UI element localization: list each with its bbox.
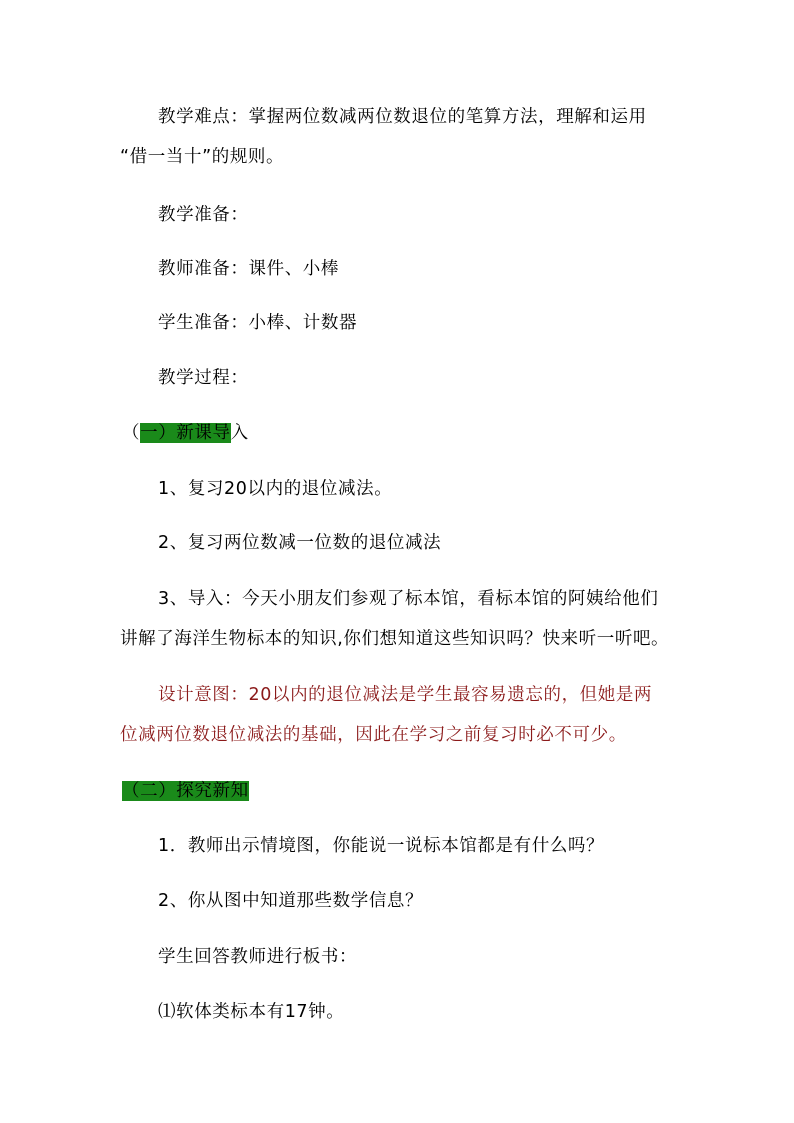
board-note: 学生回答教师进行板书： — [158, 947, 358, 967]
design-intent-line-2: 位减两位数退位减法的基础，因此在学习之前复习时必不可少。 — [120, 725, 627, 745]
list-item-2: 2、复习两位数减一位数的退位减法 — [158, 533, 442, 553]
board-item-1: ⑴软体类标本有17钟。 — [158, 1002, 345, 1022]
item-3-line-2: 讲解了海洋生物标本的知识,你们想知道这些知识吗？快来听一听吧。 — [120, 629, 670, 649]
student-prep: 学生准备：小棒、计数器 — [158, 313, 358, 333]
process-heading: 教学过程： — [158, 368, 249, 388]
difficulty-line-2: “借一当十”的规则。 — [120, 147, 285, 167]
list-item-1: 1、复习20以内的退位减法。 — [158, 479, 393, 499]
section-1-open-paren: （ — [122, 423, 141, 443]
design-intent-paragraph — [120, 675, 690, 755]
section-heading-1 — [122, 413, 692, 453]
prep-heading: 教学准备： — [158, 205, 249, 225]
question-1: 1．教师出示情境图，你能说一说标本馆都是有什么吗？ — [158, 836, 605, 856]
list-item-3 — [120, 579, 690, 659]
section-1-tail: 入 — [230, 423, 249, 443]
section-1-highlight: 一）新课导 — [140, 423, 231, 443]
item-3-line-1: 3、导入：今天小朋友们参观了标本馆，看标本馆的阿姨给他们 — [158, 589, 659, 609]
question-2: 2、你从图中知道那些数学信息？ — [158, 891, 424, 911]
section-heading-2 — [122, 771, 692, 811]
section-2-highlight: （二）探究新知 — [122, 781, 249, 801]
difficulty-line-1: 教学难点：掌握两位数减两位数退位的笔算方法，理解和运用 — [158, 107, 647, 127]
difficulty-paragraph — [120, 97, 690, 177]
teacher-prep: 教师准备：课件、小棒 — [158, 259, 339, 279]
design-intent-line-1: 设计意图：20以内的退位减法是学生最容易遗忘的，但她是两 — [158, 685, 653, 705]
